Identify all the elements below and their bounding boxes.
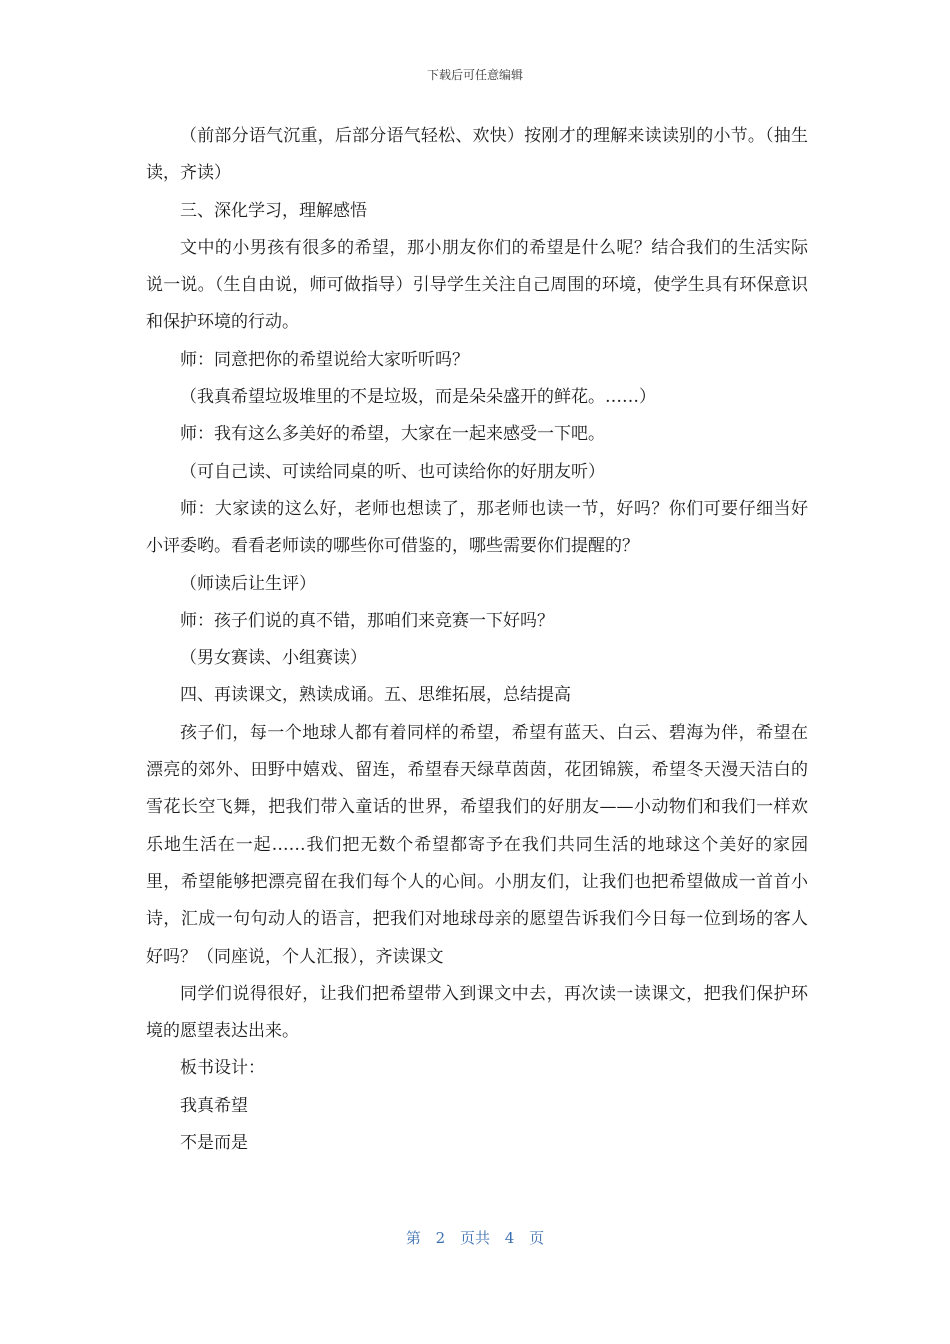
paragraph: （师读后让生评） bbox=[180, 573, 316, 594]
paragraph: 师：同意把你的希望说给大家听听吗？ bbox=[180, 349, 469, 370]
footer-prefix: 第 bbox=[405, 1229, 421, 1247]
paragraph: 孩子们，每一个地球人都有着同样的希望，希望有蓝天、白云、碧海为伴，希望在漂亮的郊外、田野中嬉戏、留连，希望春天绿草茵茵，花团锦簇，希望冬天漫天洁白的雪花长空飞舞，把我们带入童话的世界，希望我们的好朋友——小动物们和我们一样欢乐地生活在一起……我们把无数个希望都寄予在我们共同生活的地球这个美好的家园里，希望能够把漂亮留在我们每个人的心间。小朋友们，让我们也把希望做成一首首小诗，汇成一句句动人的语言，把我们对地球母亲的愿望告诉我们今日每一位到场的客人好吗？（同座说，个人汇报），齐读课文 bbox=[146, 722, 808, 967]
paragraph: （可自己读、可读给同桌的听、也可读给你的好朋友听） bbox=[180, 461, 605, 482]
paragraph: 师：我有这么多美好的希望，大家在一起来感受一下吧。 bbox=[180, 424, 605, 445]
page-header: 下载后可任意编辑 bbox=[426, 68, 523, 82]
footer-middle: 页共 bbox=[459, 1229, 490, 1247]
page-footer bbox=[0, 1227, 950, 1248]
section-heading: 三、深化学习，理解感悟 bbox=[180, 200, 367, 221]
section-heading: 四、再读课文，熟读成诵。五、思维拓展，总结提高 bbox=[180, 685, 571, 706]
paragraph: 师：孩子们说的真不错，那咱们来竞赛一下好吗？ bbox=[180, 610, 554, 631]
footer-suffix: 页 bbox=[529, 1229, 545, 1247]
paragraph: （前部分语气沉重，后部分语气轻松、欢快）按刚才的理解来读读别的小节。（抽生读，齐读） bbox=[146, 126, 808, 184]
paragraph: 文中的小男孩有很多的希望，那小朋友你们的希望是什么呢？结合我们的生活实际说一说。（生自由说，师可做指导）引导学生关注自己周围的环境，使学生具有环保意识和保护环境的行动。 bbox=[146, 237, 808, 333]
footer-total-pages: 4 bbox=[504, 1229, 515, 1247]
paragraph: 师：大家读的这么好，老师也想读了，那老师也读一节，好吗？你们可要仔细当好小评委哟。看看老师读的哪些你可借鉴的，哪些需要你们提醒的？ bbox=[146, 498, 808, 557]
paragraph: 我真希望 bbox=[180, 1095, 248, 1116]
paragraph: 同学们说得很好，让我们把希望带入到课文中去，再次读一读课文，把我们保护环境的愿望表达出来。 bbox=[146, 983, 808, 1042]
paragraph: 不是而是 bbox=[180, 1133, 248, 1154]
document-body bbox=[146, 118, 808, 1162]
footer-page-number: 2 bbox=[435, 1229, 446, 1247]
paragraph: （我真希望垃圾堆里的不是垃圾，而是朵朵盛开的鲜花。……） bbox=[180, 387, 656, 408]
paragraph: （男女赛读、小组赛读） bbox=[180, 648, 367, 669]
paragraph: 板书设计： bbox=[180, 1058, 265, 1079]
